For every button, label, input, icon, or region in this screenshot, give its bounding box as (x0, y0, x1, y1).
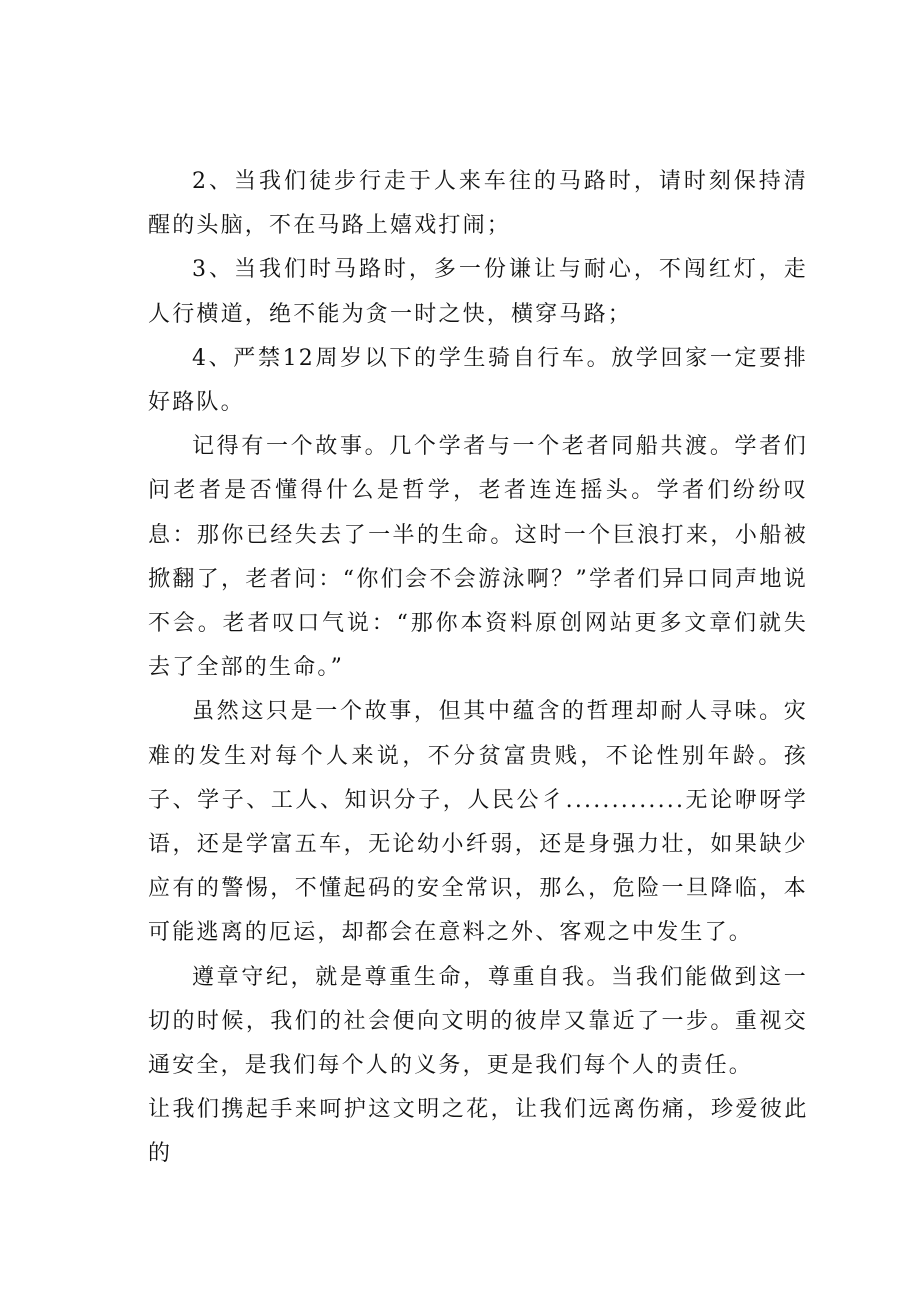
paragraph-reflection: 虽然这只是一个故事，但其中蕴含的哲理却耐人寻味。灾难的发生对每个人来说，不分贫富贵贱，不论性别年龄。孩子、学子、工人、知识分子，人民公彳.............无论咿呀学语，还是学富五车，无论幼小纤弱，还是身强力壮，如果缺少应有的警惕，不懂起码的安全常识，那么，危险一旦降临，本可能逃离的厄运，却都会在意料之外、客观之中发生了。 (148, 699, 808, 946)
paragraph-rule-4: 4、严禁12周岁以下的学生骑自行车。放学回家一定要排好路队。 (148, 345, 808, 416)
document-body (148, 160, 808, 1177)
paragraph-conclusion: 遵章守纪，就是尊重生命，尊重自我。当我们能做到这一切的时候，我们的社会便向文明的彼岸又靠近了一步。重视交通安全，是我们每个人的义务，更是我们每个人的责任。 (148, 964, 808, 1079)
paragraph-rule-2: 2、当我们徒步行走于人来车往的马路时，请时刻保持清醒的头脑，不在马路上嬉戏打闹； (148, 169, 808, 239)
paragraph-rule-3: 3、当我们时马路时，多一份谦让与耐心，不闯红灯，走人行横道，绝不能为贪一时之快，横穿马路； (148, 257, 808, 327)
paragraph-closing: 让我们携起手来呵护这文明之花，让我们远离伤痛，珍爱彼此的 (148, 1097, 808, 1167)
paragraph-story: 记得有一个故事。几个学者与一个老者同船共渡。学者们问老者是否懂得什么是哲学，老者连连摇头。学者们纷纷叹息：那你已经失去了一半的生命。这时一个巨浪打来，小船被掀翻了，老者问：“你们会不会游泳啊？”学者们异口同声地说不会。老者叹口气说：“那你本资料原创网站更多文章们就失去了全部的生命。” (148, 434, 808, 681)
